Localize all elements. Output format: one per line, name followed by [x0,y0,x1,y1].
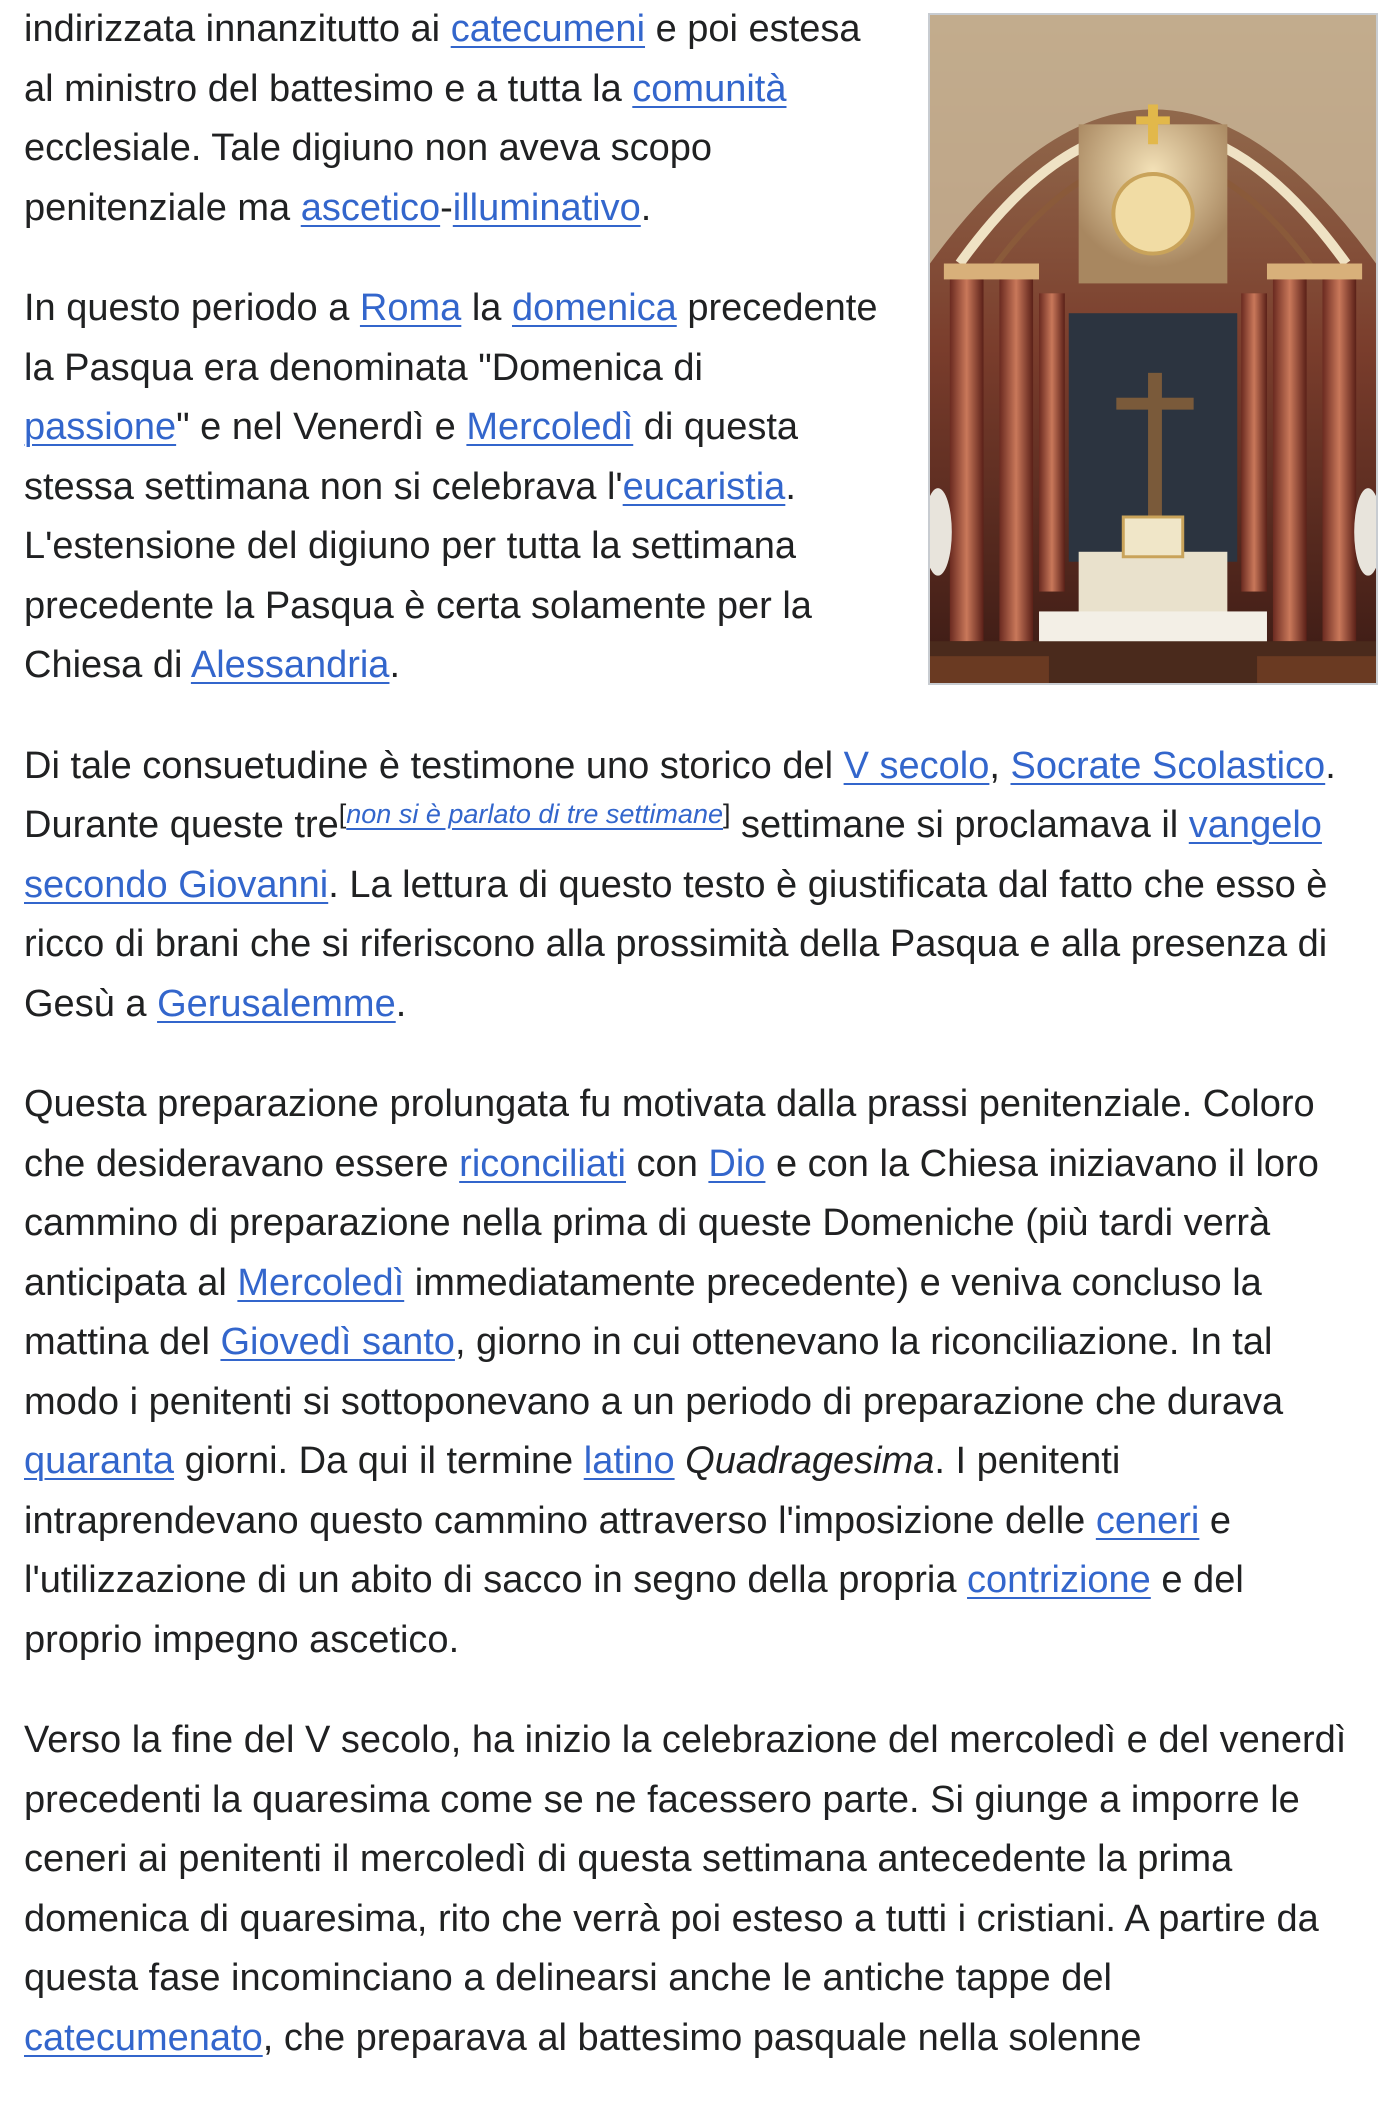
text [675,1440,686,1482]
text: . [395,982,407,1025]
text: , [989,744,1011,787]
paragraph-3 [24,737,1370,1035]
article-body [24,0,1370,2109]
text: e con la Chiesa iniziavano il loro cammino di preparazione nella prima di queste Domeniche (più tardi verrà anticipata al [24,1142,1319,1304]
text: . La lettura di questo testo è giustificata dal fatto che esso è ricco di brani che si riferiscono alla prossimità della Pasqua e alla presenza di Gesù a [24,863,1328,1025]
link-gerusalemme[interactable]: Gerusalemme [157,982,396,1025]
text: Verso la fine del V secolo, ha inizio la celebrazione del mercoledì e del venerdì precedenti la quaresima come se ne facessero parte. Si giunge a imporre le ceneri ai penitenti il mercoledì di questa settimana antecedente la prima domenica di quaresima, rito che verrà poi esteso a tutti i cristiani. A partire da questa fase incominciano a delinearsi anche le antiche tappe del [24,1719,1347,1999]
footnote-link[interactable]: non si è parlato di tre settimane [346,799,723,829]
footnote [339,799,731,829]
text: giorni. Da qui il termine [174,1440,584,1482]
text: , che preparava al battesimo pasquale nella solenne [262,2016,1142,2059]
text: ecclesiale. Tale digiuno non aveva scopo penitenziale ma [24,127,712,229]
text: . [640,186,652,229]
link-riconciliati[interactable]: riconciliati [459,1142,626,1185]
text: e poi estesa al ministro del battesimo e a tutta la [24,8,861,110]
link-quaranta[interactable]: quaranta [24,1440,175,1482]
text: Questa preparazione prolungata fu motivata dalla prassi penitenziale. Coloro che desideravano essere [24,1083,1315,1185]
term-quadragesima: Quadragesima [685,1440,935,1482]
text: In questo periodo a [24,287,360,329]
text: e del proprio impegno ascetico. [24,1559,1244,1661]
text: di questa stessa settimana non si celebrava l' [24,406,799,508]
altar-photo[interactable] [928,13,1378,685]
footnote-bracket-close: ] [722,799,731,829]
text: " e nel Venerdì e [176,406,467,448]
text: precedente la Pasqua era denominata "Domenica di [24,287,878,389]
text: . [389,644,401,686]
link-v-secolo[interactable]: V secolo [843,744,990,787]
text: Di tale consuetudine è testimone uno storico del [24,744,844,787]
link-dio[interactable]: Dio [708,1142,766,1185]
text: immediatamente precedente) e veniva concluso la mattina del [24,1261,1262,1363]
link-ceneri[interactable]: ceneri [1095,1499,1200,1542]
link-giovedi-santo[interactable]: Giovedì santo [220,1321,455,1363]
link-latino[interactable]: latino [583,1440,675,1482]
text: e l'utilizzazione di un abito di sacco in segno della propria [24,1499,1232,1601]
link-passione[interactable]: passione [24,406,177,448]
paragraph-5 [24,1711,1370,2068]
link-comunita[interactable]: comunità [632,67,787,110]
text: - [440,186,453,229]
link-domenica[interactable]: domenica [512,287,677,329]
footnote-bracket-open: [ [338,799,347,829]
link-mercoledi[interactable]: Mercoledì [466,406,634,448]
link-illuminativo[interactable]: illuminativo [452,186,641,229]
link-contrizione[interactable]: contrizione [967,1559,1151,1601]
text: con [626,1142,709,1185]
text: , giorno in cui ottenevano la riconciliazione. In tal modo i penitenti si sottoponevano a un periodo di preparazione che durava [24,1321,1284,1423]
church-altar-photo-icon [930,15,1376,683]
text: . Durante queste tre [24,744,1336,846]
text: la [461,287,512,329]
paragraph-4 [24,1075,1370,1670]
link-vangelo-secondo-giovanni[interactable]: vangelo secondo Giovanni [24,804,1322,906]
text: . I penitenti intraprendevano questo cammino attraverso l'imposizione delle [24,1440,1121,1542]
link-roma[interactable]: Roma [359,287,462,329]
link-mercoledi-2[interactable]: Mercoledì [237,1261,405,1304]
link-catecumeni[interactable]: catecumeni [450,8,646,50]
text: indirizzata innanzitutto ai [24,8,451,50]
link-catecumenato[interactable]: catecumenato [24,2016,263,2059]
link-eucaristia[interactable]: eucaristia [622,465,786,508]
link-alessandria[interactable]: Alessandria [190,644,390,686]
link-socrate-scolastico[interactable]: Socrate Scolastico [1010,744,1326,787]
text: . L'estensione del digiuno per tutta la settimana precedente la Pasqua è certa solamente per la Chiesa di [24,465,812,686]
text: settimane si proclamava il [730,804,1189,846]
link-ascetico[interactable]: ascetico [300,186,441,229]
